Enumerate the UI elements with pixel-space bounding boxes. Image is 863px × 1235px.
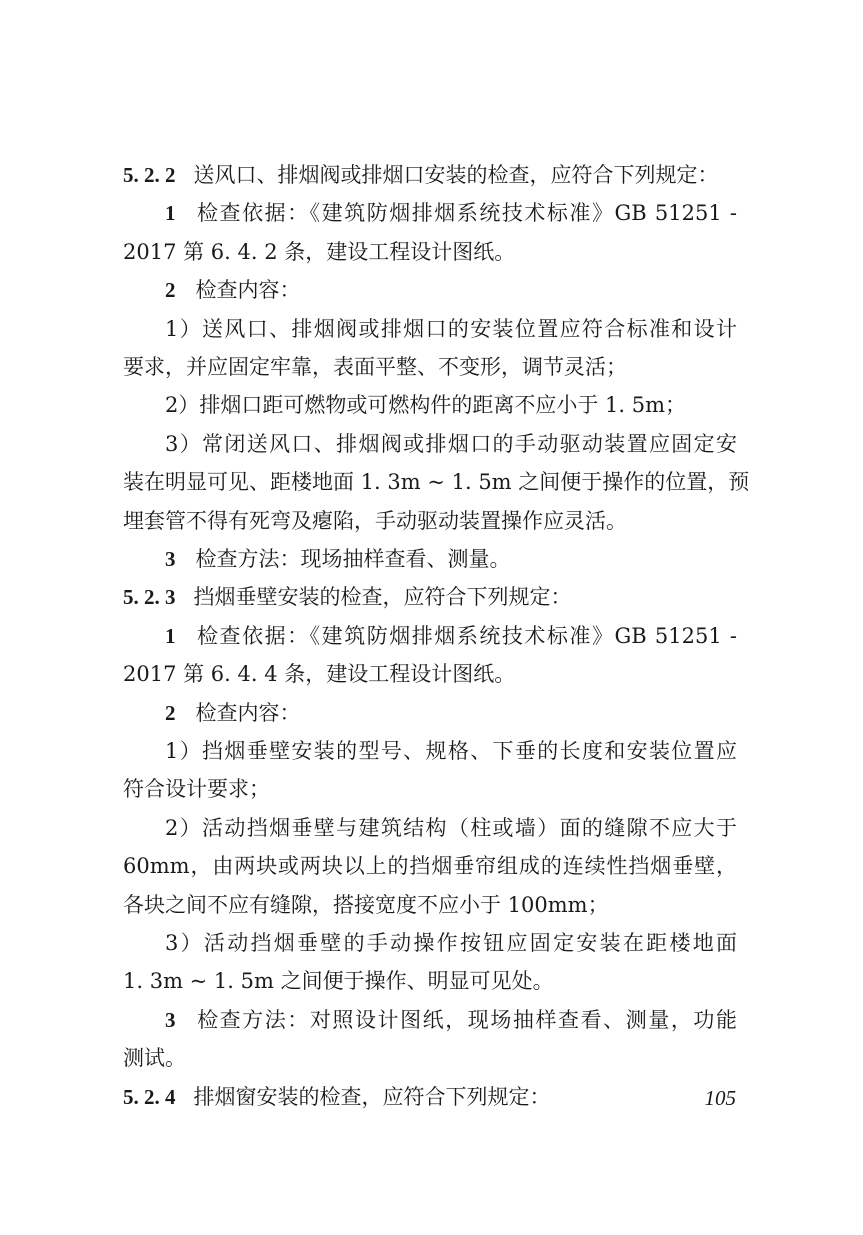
text-line: 各块之间不应有缝隙，搭接宽度不应小于 100mm； [123, 893, 609, 917]
item-number: 2 [165, 278, 176, 302]
section-number: 5. 2. 3 [123, 585, 176, 609]
item-2-content [165, 700, 301, 726]
text-line: 要求，并应固定牢靠，表面平整、不变形，调节灵活； [123, 355, 627, 379]
item-text: 检查方法：对照设计图纸，现场抽样查看、测量，功能 [195, 1008, 737, 1032]
item-3-method [165, 1007, 737, 1033]
item-3-method [165, 546, 511, 572]
section-heading-5-2-3 [123, 584, 572, 610]
text-line: 测试。 [123, 1046, 186, 1070]
sub-item-1: 1）挡烟垂壁安装的型号、规格、下垂的长度和安装位置应 [165, 739, 737, 763]
text-line: 装在明显可见、距楼地面 1. 3m ~ 1. 5m 之间便于操作的位置，预 [123, 470, 750, 494]
section-heading-5-2-4 [123, 1084, 551, 1110]
text-line: 2017 第 6. 4. 2 条，建设工程设计图纸。 [123, 240, 516, 264]
item-number: 1 [165, 624, 176, 648]
item-text: 检查依据：《建筑防烟排烟系统技术标准》GB 51251 - [195, 201, 737, 225]
item-2-content [165, 277, 301, 303]
item-text: 检查依据：《建筑防烟排烟系统技术标准》GB 51251 - [195, 624, 737, 648]
page-number: 105 [704, 1086, 736, 1110]
item-text: 检查内容： [195, 278, 301, 302]
text-line: 埋套管不得有死弯及瘪陷，手动驱动装置操作应灵活。 [123, 509, 627, 533]
text-line: 1. 3m ~ 1. 5m 之间便于操作、明显可见处。 [123, 969, 554, 993]
text-line: 符合设计要求； [123, 777, 270, 801]
text-line: 2017 第 6. 4. 4 条，建设工程设计图纸。 [123, 662, 516, 686]
item-1-basis [165, 623, 737, 649]
item-1-basis [165, 200, 737, 226]
section-title: 排烟窗安装的检查，应符合下列规定： [193, 1085, 551, 1109]
sub-item-3: 3）常闭送风口、排烟阀或排烟口的手动驱动装置应固定安 [165, 432, 737, 456]
sub-item-2: 2）活动挡烟垂壁与建筑结构（柱或墙）面的缝隙不应大于 [165, 816, 737, 840]
section-number: 5. 2. 4 [123, 1085, 176, 1109]
item-number: 2 [165, 701, 176, 725]
item-text: 检查内容： [195, 701, 301, 725]
text-line: 60mm，由两块或两块以上的挡烟垂帘组成的连续性挡烟垂壁， [123, 854, 737, 878]
section-heading-5-2-2 [123, 162, 719, 188]
section-title: 挡烟垂壁安装的检查，应符合下列规定： [193, 585, 572, 609]
item-number: 1 [165, 201, 176, 225]
item-text: 检查方法：现场抽样查看、测量。 [195, 547, 511, 571]
sub-item-1: 1）送风口、排烟阀或排烟口的安装位置应符合标准和设计 [165, 317, 737, 341]
item-number: 3 [165, 547, 176, 571]
section-title: 送风口、排烟阀或排烟口安装的检查，应符合下列规定： [193, 163, 719, 187]
sub-item-2: 2）排烟口距可燃物或可燃构件的距离不应小于 1. 5m； [165, 393, 687, 417]
sub-item-3: 3）活动挡烟垂壁的手动操作按钮应固定安装在距楼地面 [165, 931, 737, 955]
item-number: 3 [165, 1008, 176, 1032]
section-number: 5. 2. 2 [123, 163, 176, 187]
